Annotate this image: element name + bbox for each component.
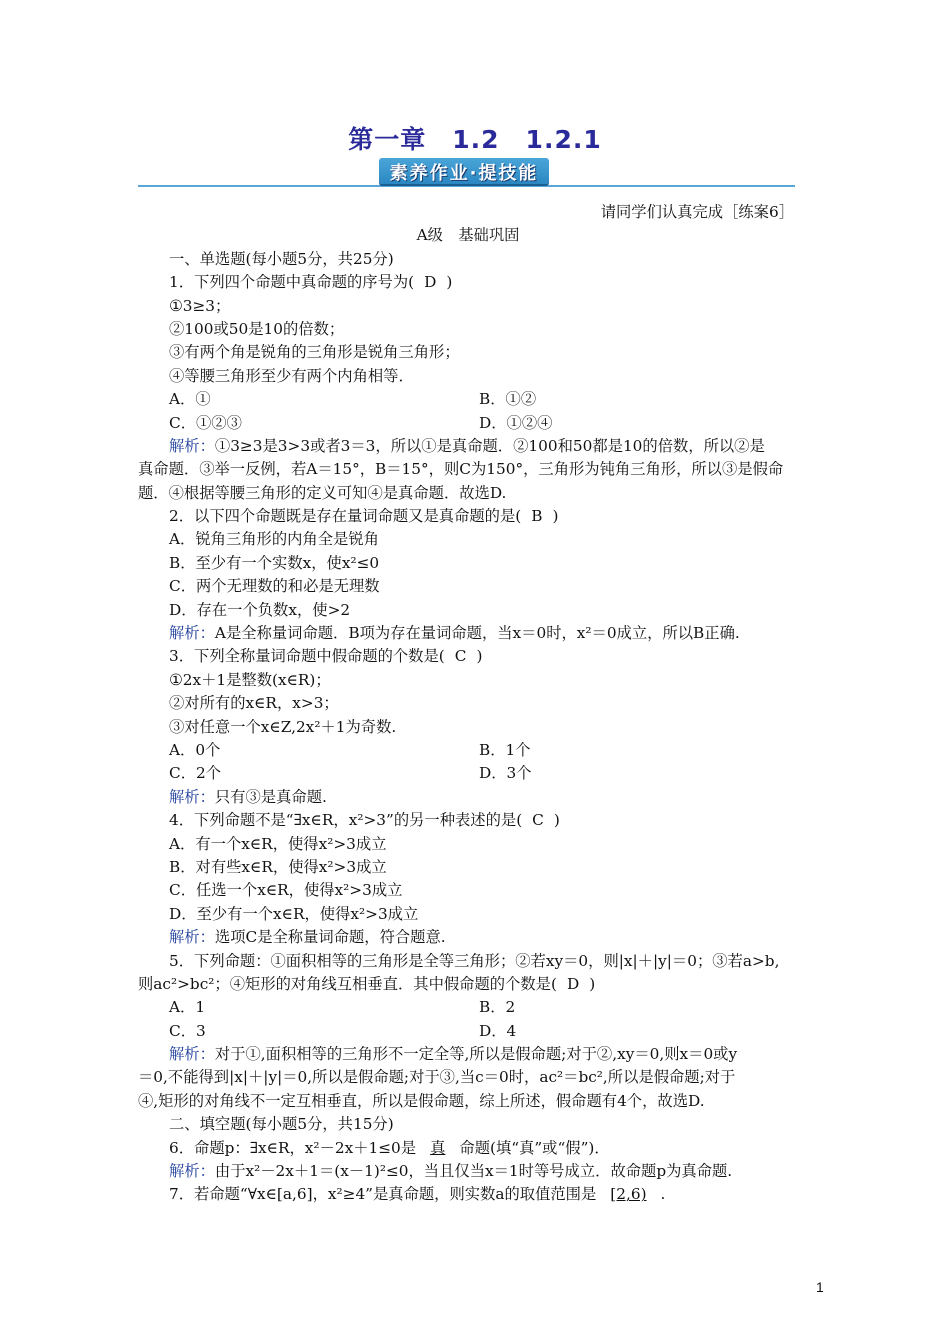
question-2-stem: 2．以下四个命题既是存在量词命题又是真命题的是( B ) — [169, 507, 559, 526]
question-7-stem: 7．若命题“∀x∈[a,6]，x²≥4”是真命题，则实数a的取值范围是 [2,6) . — [169, 1185, 666, 1204]
fill-answer: 真 — [430, 1138, 446, 1157]
option: D．3个 — [479, 764, 532, 783]
analysis: 解析：选项C是全称量词命题，符合题意. — [169, 928, 446, 947]
level-heading: A级 基础巩固 — [416, 226, 520, 245]
section-heading: 二、填空题(每小题5分，共15分) — [169, 1115, 394, 1134]
statement: ④等腰三角形至少有两个内角相等． — [169, 366, 414, 385]
analysis-label: 解析： — [169, 1045, 215, 1064]
option: D．4 — [479, 1021, 517, 1040]
option: A．有一个x∈R，使得x²>3成立 — [169, 834, 387, 853]
option: D．至少有一个x∈R，使得x²>3成立 — [169, 904, 419, 923]
analysis-line: 题．④根据等腰三角形的定义可知④是真命题．故选D. — [138, 483, 507, 502]
section-heading: 一、单选题(每小题5分，共25分) — [169, 249, 394, 268]
question-1-stem: 1．下列四个命题中真命题的序号为( D ) — [169, 273, 453, 292]
analysis-label: 解析： — [169, 1162, 215, 1181]
option: C．3 — [169, 1021, 206, 1040]
analysis: 解析：由于x²－2x＋1＝(x－1)²≤0，当且仅当x＝1时等号成立．故命题p为真命题. — [169, 1162, 733, 1181]
options-row — [138, 1020, 798, 1043]
answer: C — [454, 647, 467, 666]
analysis: 解析：只有③是真命题. — [169, 787, 327, 806]
analysis-line: 真命题．③举一反例，若A＝15°，B＝15°，则C为150°，三角形为钝角三角形，所以③是假命 — [138, 460, 784, 479]
analysis-label: 解析： — [169, 928, 215, 947]
option: A．1 — [169, 998, 206, 1017]
option: C．2个 — [169, 764, 222, 783]
analysis: 解析：对于①,面积相等的三角形不一定全等,所以是假命题;对于②,xy＝0,则x＝0或y — [169, 1045, 738, 1064]
statement: ③有两个角是锐角的三角形是锐角三角形； — [169, 343, 460, 362]
analysis: 解析：①3≥3是3>3或者3＝3，所以①是真命题．②100和50都是10的倍数，所以②是 — [169, 436, 765, 455]
banner-divider — [138, 185, 795, 187]
option: B．1个 — [479, 740, 531, 759]
option: C．两个无理数的和必是无理数 — [169, 577, 380, 596]
banner-text: 素养作业·提技能 — [389, 163, 539, 184]
fill-answer: [2,6) — [610, 1185, 647, 1204]
statement: ②100或50是10的倍数； — [169, 319, 345, 338]
analysis: 解析：A是全称量词命题．B项为存在量词命题，当x＝0时，x²＝0成立，所以B正确. — [169, 624, 740, 643]
option: A．锐角三角形的内角全是锐角 — [169, 530, 379, 549]
banner — [138, 158, 795, 188]
options-row — [138, 762, 798, 785]
page-title: 第一章 1.2 1.2.1 — [348, 125, 602, 154]
statement: ①3≥3； — [169, 296, 231, 315]
option: B．对有些x∈R，使得x²>3成立 — [169, 857, 387, 876]
option: C．①②③ — [169, 413, 242, 432]
question-3-stem: 3．下列全称量词命题中假命题的个数是( C ) — [169, 647, 483, 666]
answer: B — [531, 507, 543, 526]
options-row — [138, 739, 798, 762]
question-5-stem: 5．下列命题：①面积相等的三角形是全等三角形；②若xy＝0，则|x|＋|y|＝0；③若a>b, — [169, 951, 780, 970]
option: C．任选一个x∈R，使得x²>3成立 — [169, 881, 403, 900]
option: B．至少有一个实数x，使x²≤0 — [169, 553, 380, 572]
document-body — [138, 201, 798, 1207]
options-row — [138, 412, 798, 435]
option: B．①② — [479, 390, 537, 409]
option: D．①②④ — [479, 413, 553, 432]
analysis-label: 解析： — [169, 787, 215, 806]
statement: ②对所有的x∈R，x>3； — [169, 694, 339, 713]
options-row — [138, 388, 798, 411]
options-row — [138, 996, 798, 1019]
banner-badge — [379, 158, 549, 184]
answer: D — [566, 974, 580, 993]
option: D．存在一个负数x，使>2 — [169, 600, 351, 619]
option: B．2 — [479, 998, 516, 1017]
analysis-label: 解析： — [169, 436, 215, 455]
question-5-stem-cont: 则ac²>bc²；④矩形的对角线互相垂直．其中假命题的个数是( D ) — [138, 974, 596, 993]
answer: D — [424, 273, 437, 292]
analysis-line: ④,矩形的对角线不一定互相垂直，所以是假命题，综上所述，假命题有4个，故选D. — [138, 1091, 705, 1110]
question-4-stem: 4．下列命题不是“∃x∈R，x²>3”的另一种表述的是( C ) — [169, 811, 560, 830]
analysis-label: 解析： — [169, 624, 215, 643]
answer: C — [532, 811, 544, 830]
question-6-stem: 6．命题p：∃x∈R，x²－2x＋1≤0是 真 命题(填“真”或“假”)． — [169, 1138, 610, 1157]
exercise-note: 请同学们认真完成［练案6］ — [600, 203, 794, 221]
option: A．① — [169, 390, 211, 409]
statement: ①2x＋1是整数(x∈R)； — [169, 670, 331, 689]
analysis-line: ＝0,不能得到|x|＋|y|＝0,所以是假命题;对于③,当c＝0时，ac²＝bc²,所以是假命题;对于 — [138, 1068, 736, 1087]
page-number: 1 — [816, 1279, 824, 1295]
statement: ③对任意一个x∈Z,2x²＋1为奇数. — [169, 717, 397, 736]
option: A．0个 — [169, 740, 221, 759]
